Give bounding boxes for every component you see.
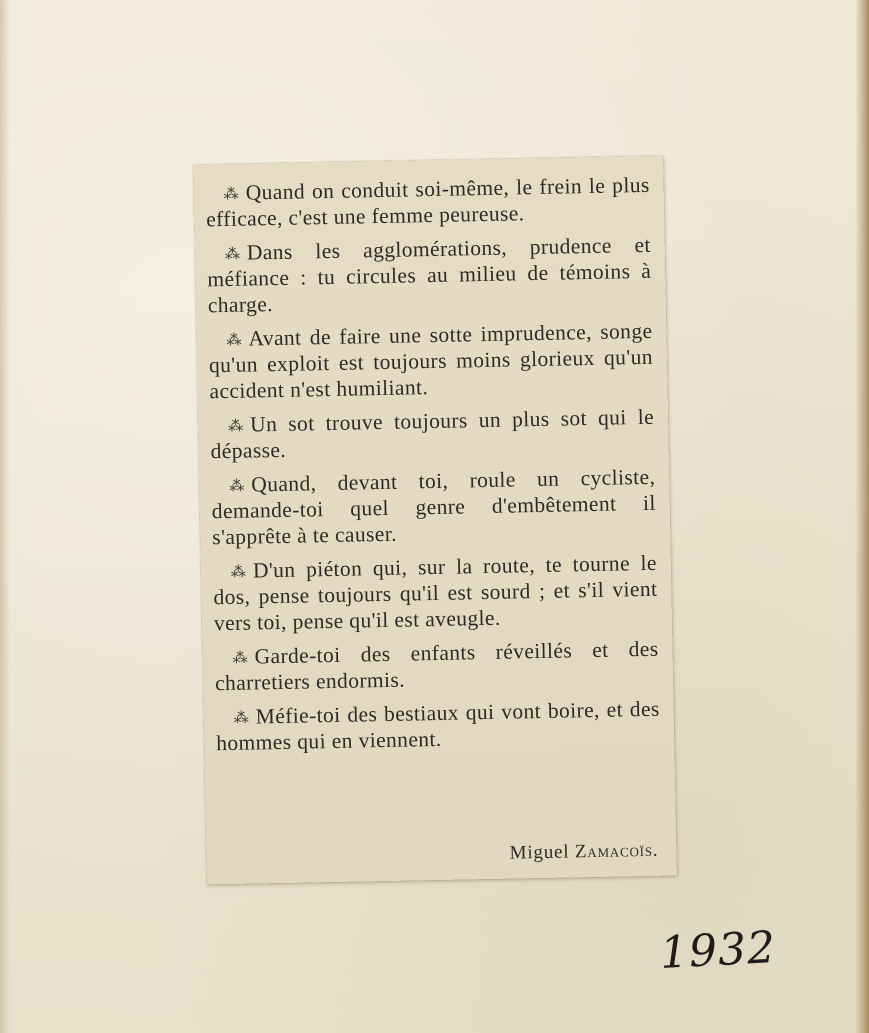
maxim-paragraph: [214, 636, 659, 697]
star-icon: ⁂: [229, 478, 245, 495]
newspaper-clipping: [193, 156, 677, 885]
maxim-paragraph: [207, 232, 652, 319]
maxim-paragraph: [208, 318, 653, 405]
maxim-paragraph: [210, 404, 655, 465]
maxim-paragraph: [213, 550, 658, 637]
author-first-name: Miguel: [509, 841, 570, 864]
maxim-text: Quand, devant toi, roule un cycliste, demande-toi quel genre d'embêtement il s'apprête à te causer.: [211, 464, 656, 550]
maxim-text: Dans les agglomérations, prudence et méfiance : tu circules au milieu de témoins à charge.: [207, 232, 652, 318]
star-icon: ⁂: [226, 332, 243, 349]
handwritten-year: 1932: [658, 921, 778, 980]
maxim-paragraph: [215, 696, 660, 757]
maxim-text: Un sot trouve toujours un plus sot qui le dépasse.: [210, 404, 655, 464]
star-icon: ⁂: [233, 710, 250, 727]
star-icon: ⁂: [232, 650, 249, 667]
star-icon: ⁂: [223, 186, 240, 203]
maxim-text: Garde-toi des enfants réveillés et des charretiers endormis.: [214, 636, 659, 696]
star-icon: ⁂: [228, 418, 244, 435]
author-last-name: Zamacoïs.: [574, 839, 659, 863]
maxim-text: D'un piéton qui, sur la route, te tourne le dos, pense toujours qu'il est sourd ; et s'il vient vers toi, pense qu'il est aveugle.: [213, 550, 658, 636]
star-icon: ⁂: [224, 246, 241, 263]
sheet-left-edge: [0, 0, 10, 1033]
maxim-text: Quand on conduit soi-même, le frein le plus efficace, c'est une femme peureuse.: [205, 172, 650, 232]
author-signature: [509, 840, 658, 865]
maxim-text: Avant de faire une sotte imprudence, songe qu'un exploit est toujours moins glorieux qu'un accident n'est humiliant.: [208, 318, 654, 404]
clipping-text: [205, 172, 662, 872]
maxim-paragraph: [211, 464, 656, 551]
sheet-right-edge: [855, 0, 869, 1033]
maxim-text: Méfie-toi des bestiaux qui vont boire, et des hommes qui en viennent.: [216, 696, 660, 756]
maxim-paragraph: [205, 172, 650, 233]
star-icon: ⁂: [230, 564, 247, 581]
